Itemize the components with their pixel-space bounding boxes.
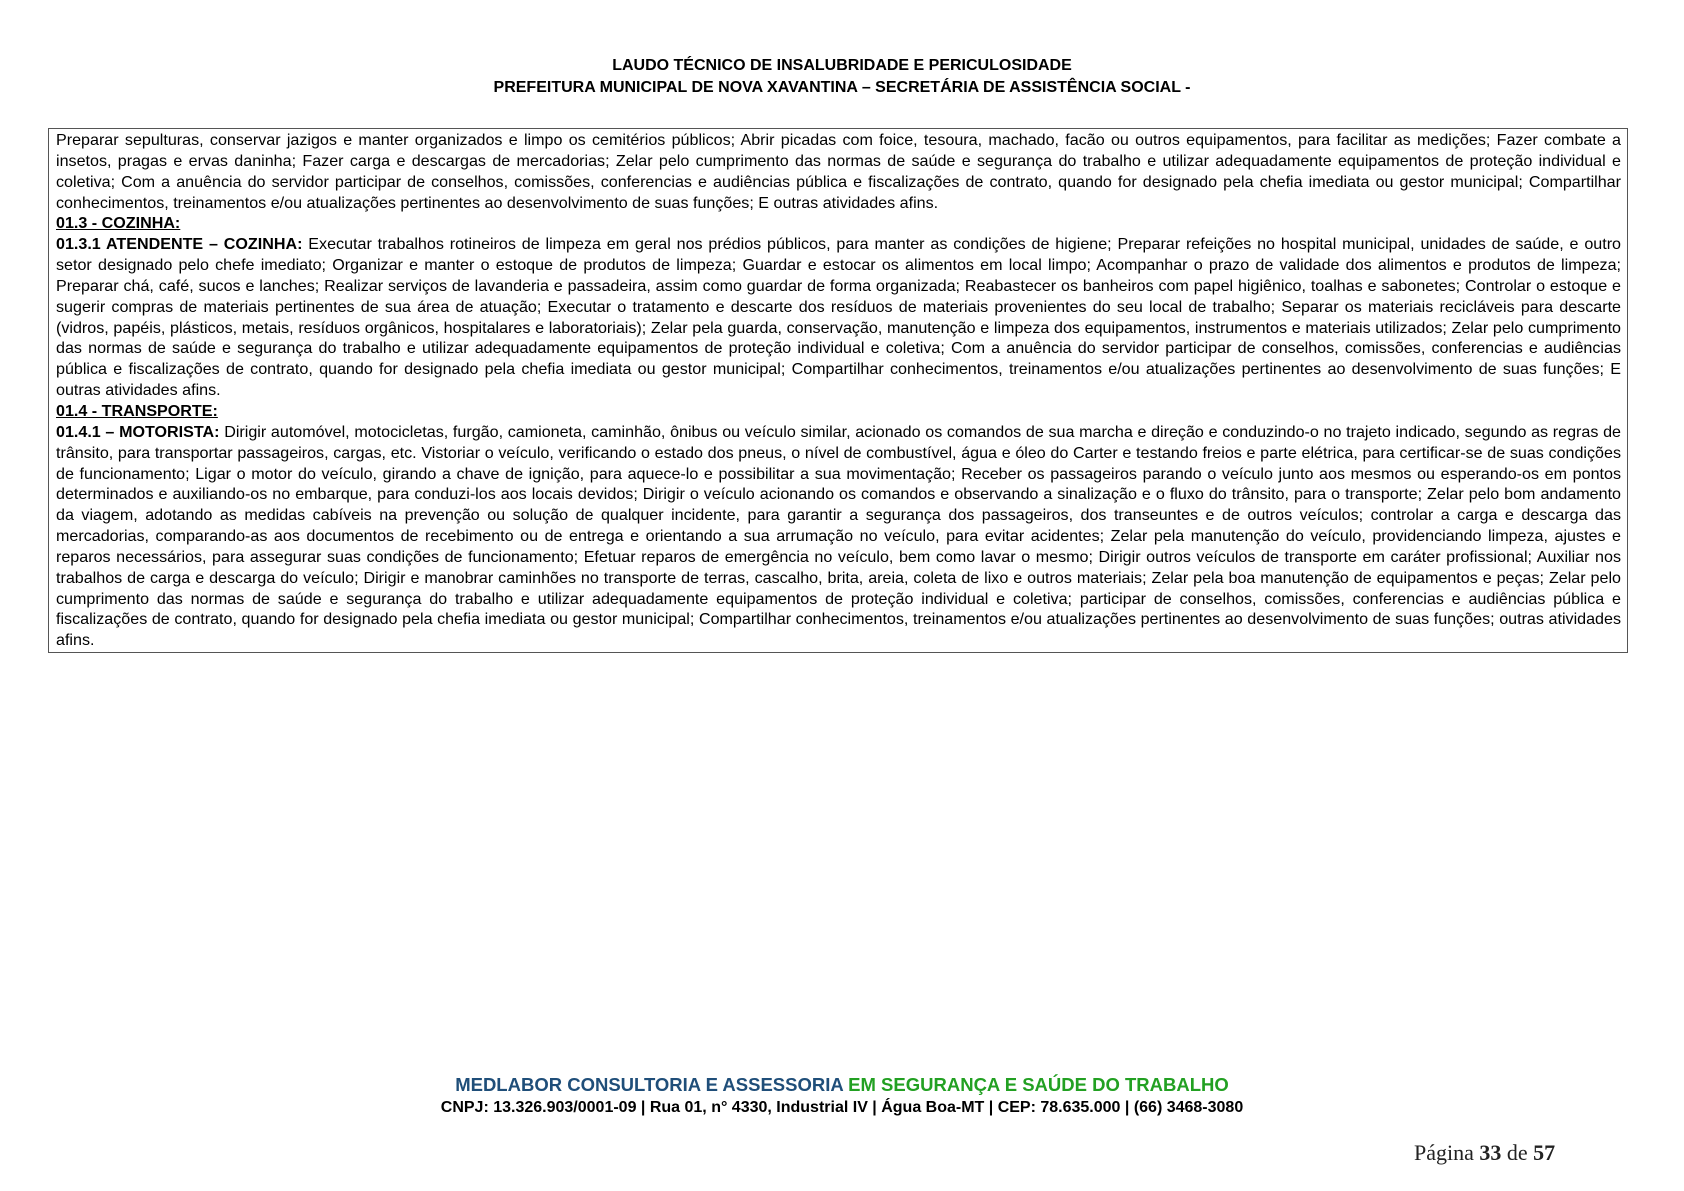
content-box — [48, 128, 1628, 653]
role-text-motorista: Dirigir automóvel, motocicletas, furgão, camioneta, caminhão, ônibus ou veículo similar, acionado os comandos de sua marcha e direção e conduzindo-o no trajeto indicado, segundo as regras de trânsito, para transportar passageiros, cargas, etc. Vistoriar o veículo, verificando o estado dos pneus, o nível de combustível, água e óleo do Carter e testando freios e parte elétrica, para certificar-se de suas condições de funcionamento; Ligar o motor do veículo, girando a chave de ignição, para aquece-lo e possibilitar a sua movimentação; Receber os passageiros parando o veículo junto aos mesmos ou esperando-os em pontos determinados e auxiliando-os no embarque, para conduzi-los aos locais devidos; Dirigir o veículo acionando os comandos e observando a sinalização e o fluxo do trânsito, para o transporte; Zelar pelo bom andamento da viagem, adotando as medidas cabíveis na prevenção ou solução de qualquer incidente, para garantir a segurança dos passageiros, dos transeuntes e de outros veículos; controlar a carga e descarga das mercadorias, comparando-as aos documentos de recebimento ou de entrega e orientando a sua arrumação no veículo, para evitar acidentes; Zelar pela manutenção do veículo, providenciando limpeza, ajustes e reparos necessários, para assegurar suas condições de funcionamento; Efetuar reparos de emergência no veículo, bem como lavar o mesmo; Dirigir outros veículos de transporte em caráter profissional; Auxiliar nos trabalhos de carga e descarga do veículo; Dirigir e manobrar caminhões no transporte de terras, cascalho, brita, areia, coleta de lixo e outros materiais; Zelar pela boa manutenção de equipamentos e peças; Zelar pelo cumprimento das normas de saúde e segurança do trabalho e utilizar adequadamente equipamentos de proteção individual e coletiva; participar de conselhos, comissões, conferencias e audiências pública e fiscalizações de contrato, quando for designado pela chefia imediata ou gestor municipal; Compartilhar conhecimentos, treinamentos e/ou atualizações pertinentes ao desenvolvimento de suas funções; outras atividades afins. — [56, 422, 1621, 650]
document-header — [0, 55, 1684, 99]
document-title: LAUDO TÉCNICO DE INSALUBRIDADE E PERICULOSIDADE — [612, 57, 1072, 74]
footer-company — [0, 1073, 1684, 1097]
section-title-cozinha: 01.3 - COZINHA: — [56, 214, 181, 233]
footer-address: CNPJ: 13.326.903/0001-09 | Rua 01, n° 4330, Industrial IV | Água Boa-MT | CEP: 78.635.000 | (66) 3468-3080 — [440, 1099, 1244, 1116]
role-paragraph-motorista — [56, 422, 1621, 651]
role-paragraph-atendente-cozinha — [56, 234, 1621, 401]
footer-company-tagline: EM SEGURANÇA E SAÚDE DO TRABALHO — [843, 1074, 1229, 1095]
page-number-separator: de — [1501, 1140, 1534, 1165]
page-number — [1414, 1140, 1555, 1166]
page-number-label: Página — [1414, 1140, 1480, 1165]
page-number-total: 57 — [1533, 1140, 1556, 1165]
role-title-atendente-cozinha: 01.3.1 ATENDENTE – COZINHA: — [56, 235, 303, 254]
footer-company-name: MEDLABOR CONSULTORIA E ASSESSORIA — [455, 1074, 844, 1095]
section-title-transporte: 01.4 - TRANSPORTE: — [56, 401, 218, 420]
document-subtitle: PREFEITURA MUNICIPAL DE NOVA XAVANTINA – SECRETÁRIA DE ASSISTÊNCIA SOCIAL - — [493, 79, 1191, 96]
document-footer — [0, 1073, 1684, 1119]
intro-paragraph: Preparar sepulturas, conservar jazigos e manter organizados e limpo os cemitérios públicos; Abrir picadas com foice, tesoura, machado, facão ou outros equipamentos, para facilitar as medições; Fazer combate a insetos, pragas e ervas daninha; Fazer carga e descargas de mercadorias; Zelar pelo cumprimento das normas de saúde e segurança do trabalho e utilizar adequadamente equipamentos de proteção individual e coletiva; Com a anuência do servidor participar de conselhos, comissões, conferencias e audiências pública e fiscalizações de contrato, quando for designado pela chefia imediata ou gestor municipal; Compartilhar conhecimentos, treinamentos e/ou atualizações pertinentes ao desenvolvimento de suas funções; E outras atividades afins. — [56, 131, 1621, 212]
page-number-current: 33 — [1479, 1140, 1502, 1165]
role-text-atendente-cozinha: Executar trabalhos rotineiros de limpeza em geral nos prédios públicos, para manter as condições de higiene; Preparar refeições no hospital municipal, unidades de saúde, e outro setor designado pelo chefe imediato; Organizar e manter o estoque de produtos de limpeza; Guardar e estocar os alimentos em local limpo; Acompanhar o prazo de validade dos alimentos e produtos de limpeza; Preparar chá, café, sucos e lanches; Realizar serviços de lavanderia e passadeira, assim como guardar de forma organizada; Reabastecer os banheiros com papel higiênico, toalhas e sabonetes; Controlar o estoque e sugerir compras de materiais pertinentes de sua área de atuação; Executar o tratamento e descarte dos resíduos de materiais provenientes do seu local de trabalho; Separar os materiais recicláveis para descarte (vidros, papéis, plásticos, metais, resíduos orgânicos, hospitalares e laboratoriais); Zelar pela guarda, conservação, manutenção e limpeza dos equipamentos, instrumentos e materiais utilizados; Zelar pelo cumprimento das normas de saúde e segurança do trabalho e utilizar adequadamente equipamentos de proteção individual e coletiva; Com a anuência do servidor participar de conselhos, comissões, conferencias e audiências pública e fiscalizações de contrato, quando for designado pela chefia imediata ou gestor municipal; Compartilhar conhecimentos, treinamentos e/ou atualizações pertinentes ao desenvolvimento de suas funções; E outras atividades afins. — [56, 235, 1621, 400]
role-title-motorista: 01.4.1 – MOTORISTA: — [56, 422, 220, 441]
